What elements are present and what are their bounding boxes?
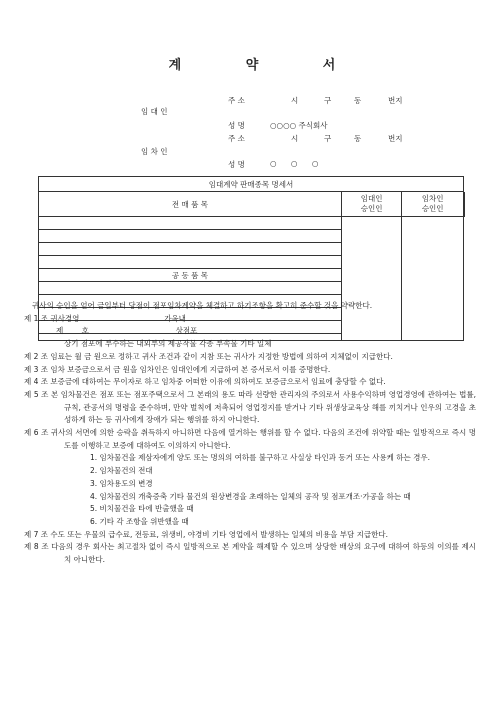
contract-body (24, 300, 476, 567)
article-3: 제 3 조 임차 보증금으로서 금 원을 임차인은 임대인에게 지급하여 본 증서로서 이를 증명한다. (24, 364, 331, 374)
lessee-name-value: ○ ○ ○ (270, 159, 325, 168)
lessor-address-city: 시 (291, 96, 299, 105)
table-row (39, 282, 342, 295)
article-1-line2 (24, 325, 476, 338)
article-1-no: 제 호 (56, 326, 97, 336)
lessee-name-label: 성 명 (228, 160, 245, 169)
lessor-address-dong: 동 (354, 96, 362, 105)
article-1-name: 상점포 (175, 326, 198, 336)
lessee-address-label: 주 소 (228, 134, 245, 143)
lessor-role: 임 대 인 (141, 107, 168, 116)
article-4: 제 4 조 보증금에 대하여는 무이자로 하고 임차중 어떠한 이유에 의하여도 보증금으로서 임료에 충당할 수 없다. (24, 377, 386, 387)
lessee-role: 임 차 인 (141, 147, 168, 156)
lessor-address-label: 주 소 (228, 96, 245, 105)
lessee-address-district: 구 (324, 134, 332, 143)
table-spacer (464, 192, 465, 217)
article-6: 제 6 조 귀사의 서면에 의한 승락을 취득하지 아니하면 다음에 열거하는 행위를 할 수 없다. 다음의 조건에 위약할 때는 일방적으로 즉시 명도를 이행하고 보증에 대하여도 이의하지 아니한다. (24, 428, 476, 450)
article-6-item-4: 4. 임차물건의 개축증축 기타 물건의 원상변경을 초래하는 일체의 공작 및 점포개조·가공을 하는 때 (90, 491, 411, 501)
table-row (39, 230, 342, 243)
article-1-head: 제 1 조 귀사경영 (24, 313, 80, 323)
lessee-address-bunji: 번지 (388, 134, 403, 143)
article-1-shop: 가옥내 (164, 313, 186, 323)
article-1 (24, 313, 476, 326)
table-row (39, 243, 342, 256)
exclusive-items-header: 전 매 품 목 (39, 192, 342, 217)
lessor-name-label: 성 명 (228, 121, 245, 130)
table-caption: 임대계약 판매종목 명세서 (39, 177, 464, 192)
lessee-address-dong: 동 (354, 134, 362, 143)
table-row (39, 256, 342, 269)
article-8: 제 8 조 다음의 경우 회사는 최고절차 없이 즉시 일방적으로 본 계약을 해제할 수 있으며 상당한 배상의 요구에 대하여 하등의 이의를 제시치 아니한다. (24, 542, 476, 565)
intro-paragraph: 귀사의 승인을 얻어 금일부터 당점이 점포임차계약을 체결하고 하기조항을 확고히 준수할 것을 약략한다. (32, 301, 373, 310)
article-2: 제 2 조 임료는 월 금 원으로 정하고 귀사 조건과 같이 지참 또는 귀사가 지정한 방법에 의하여 지체없이 지급한다. (24, 351, 393, 361)
article-6-item-6: 6. 기타 각 조항을 위반했을 때 (90, 516, 189, 526)
article-1-desc: 상기 점포에 부수하는 내외부의 제공작물 각종 부속물 기타 일체 (64, 339, 272, 349)
lessor-address-bunji: 번지 (388, 96, 403, 105)
lessor-name-value: ○○○○ 주식회사 (270, 121, 328, 130)
lessee-address-city: 시 (291, 134, 299, 143)
article-6-item-1: 1. 임차물건을 제삼자에게 양도 또는 명의의 여하를 불구하고 사실상 타인과 동거 또는 사용케 하는 경우. (90, 453, 430, 463)
article-5: 제 5 조 본 임차물건은 점포 또는 점포주택으로서 그 본래의 용도 따라 선량한 관리자의 주의로서 사용수익하며 영업경영에 관하여는 법률, 규칙, 관공서의 명령을 준수하며, 만약 벌칙에 저촉되어 영업정지를 받거나 기타 위생상교육상 해를 끼치거나 인우의 고경을 초성하게 하는 등 귀사에게 장애가 되는 행위를 하지 아니한다. (24, 389, 476, 425)
lessor-approver-header: 임대인 승인인 (341, 192, 402, 217)
document-title: 계 약 서 (168, 58, 366, 73)
article-6-item-2: 2. 임차물건의 전대 (90, 466, 153, 476)
common-items-header: 공 동 품 목 (39, 269, 342, 282)
table-row (39, 217, 342, 230)
article-6-item-3: 3. 임차용도의 변경 (90, 478, 153, 488)
article-6-item-5: 5. 비치물건을 타에 반출했을 때 (90, 504, 194, 514)
lessee-approver-header: 임차인 승인인 (402, 192, 464, 217)
article-7: 제 7 조 수도 또는 우물의 급수료, 전등료, 위생비, 야경비 기타 영업에서 발생하는 일체의 비용을 부담 지급한다. (24, 529, 388, 539)
lessor-address-district: 구 (324, 96, 332, 105)
